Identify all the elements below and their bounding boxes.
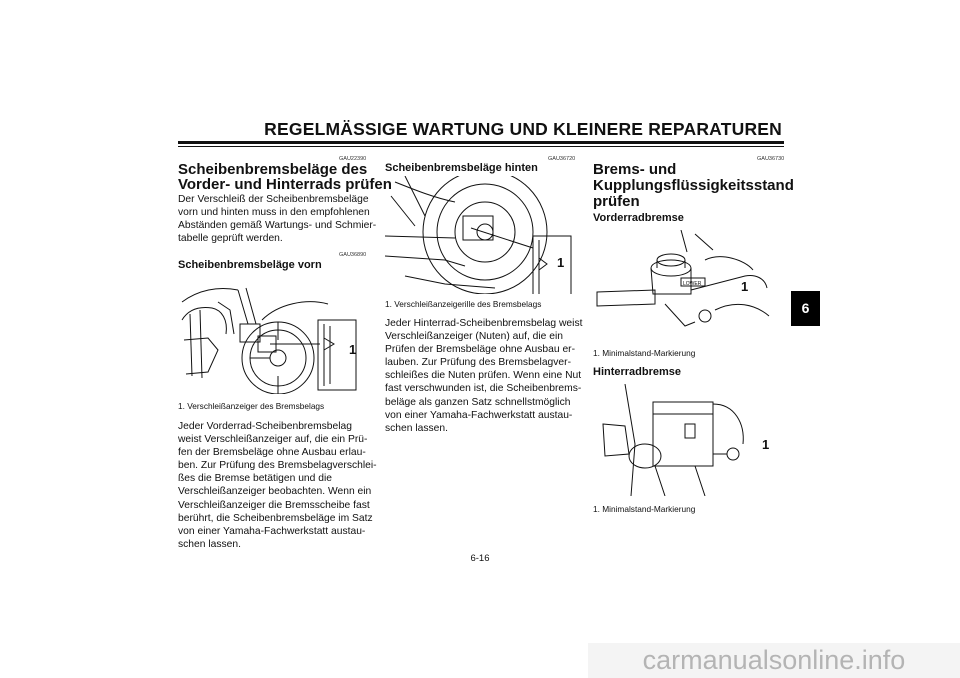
text-line: Jeder Vorderrad-Scheibenbremsbelag <box>178 421 353 432</box>
subsection-title-rear: Hinterradbremse <box>593 366 682 378</box>
text-line: Verschleißanzeiger (Nuten) auf, die ein <box>385 331 564 343</box>
callout-number: 1 <box>762 437 770 452</box>
chapter-tab[interactable]: 6 <box>791 291 820 326</box>
callout-number: 1 <box>741 279 749 294</box>
text-line: vorn und hinten muss in den empfohlenen <box>178 207 370 219</box>
figure-caption: 1. Minimalstand-Markierung <box>593 348 696 358</box>
watermark[interactable]: carmanualsonline.info <box>588 643 960 678</box>
section-title-line1: Brems- und <box>593 161 677 178</box>
text-line: fen der Bremsbeläge ohne Ausbau erlau- <box>178 447 366 459</box>
text-line: Verschleißanzeiger beobachten. Wenn ein <box>178 486 372 498</box>
text-line: schleißes die Nuten prüfen. Wenn eine Nut <box>385 370 582 382</box>
text-line: schen lassen. <box>385 422 448 434</box>
text-line: Prüfen der Bremsbeläge ohne Ausbau er- <box>385 344 576 356</box>
body-paragraph <box>385 317 582 435</box>
text-line: lauben. Zur Prüfung des Bremsbelagver- <box>385 357 572 369</box>
section-title-line2: Vorder- und Hinterrads prüfen <box>178 176 392 193</box>
subsection-title-front: Vorderradbremse <box>593 212 684 224</box>
callout-number: 1 <box>349 342 357 357</box>
text-line: Der Verschleiß der Scheibenbremsbeläge <box>178 194 369 205</box>
header-rule-thick <box>178 141 784 144</box>
rear-brake-illustration <box>385 176 577 294</box>
callout-number: 1 <box>557 255 565 270</box>
text-line: ben. Zur Prüfung des Bremsbelagverschlei- <box>178 460 377 472</box>
text-line: tabelle geprüft werden. <box>178 233 283 245</box>
figure-caption: 1. Minimalstand-Markierung <box>593 504 696 514</box>
front-brake-illustration <box>178 280 368 394</box>
text-line: beläge als ganzen Satz schnellstmöglich <box>385 396 571 408</box>
lower-mark-label: LOWER <box>683 281 702 287</box>
page-number: 6-16 <box>470 553 490 564</box>
section-title-line1: Scheibenbremsbeläge des <box>178 161 368 178</box>
page-header-title: REGELMÄSSIGE WARTUNG UND KLEINERE REPARATUREN <box>264 119 782 139</box>
figure-caption: 1. Verschleißanzeiger des Bremsbelags <box>178 401 325 411</box>
text-line: fast verschwunden ist, die Scheibenbrems- <box>385 383 582 395</box>
header-rule-thin <box>178 146 784 147</box>
text-line: ßes die Bremse betätigen und die <box>178 473 332 485</box>
body-paragraph <box>178 420 377 551</box>
section-title-line3: prüfen <box>593 193 640 210</box>
text-line: Verschleißanzeiger die Bremsscheibe fast <box>178 499 370 511</box>
subsection-title: Scheibenbremsbeläge hinten <box>385 162 538 174</box>
text-line: weist Verschleißanzeiger auf, die ein Prü- <box>178 434 368 446</box>
text-line: berührt, die Scheibenbremsbeläge im Satz <box>178 512 373 524</box>
text-line: von einer Yamaha-Fachwerkstatt austau- <box>385 409 573 421</box>
section-code: GAU36720 <box>548 156 576 162</box>
text-line: von einer Yamaha-Fachwerkstatt austau- <box>178 525 366 537</box>
rear-reservoir-illustration <box>595 384 770 496</box>
section-code: GAU36730 <box>757 156 785 162</box>
text-line: schen lassen. <box>178 538 241 550</box>
figure-caption: 1. Verschleißanzeigerille des Bremsbelags <box>385 299 542 309</box>
section-title-line2: Kupplungsflüssigkeitsstand <box>593 177 794 194</box>
section-code: GAU36890 <box>339 252 367 258</box>
subsection-title: Scheibenbremsbeläge vorn <box>178 259 322 271</box>
text-line: Jeder Hinterrad-Scheibenbremsbelag weist <box>385 318 583 329</box>
intro-paragraph <box>178 193 376 245</box>
section-code: GAU22390 <box>339 156 367 162</box>
text-line: Abständen gemäß Wartungs- und Schmier- <box>178 220 377 232</box>
